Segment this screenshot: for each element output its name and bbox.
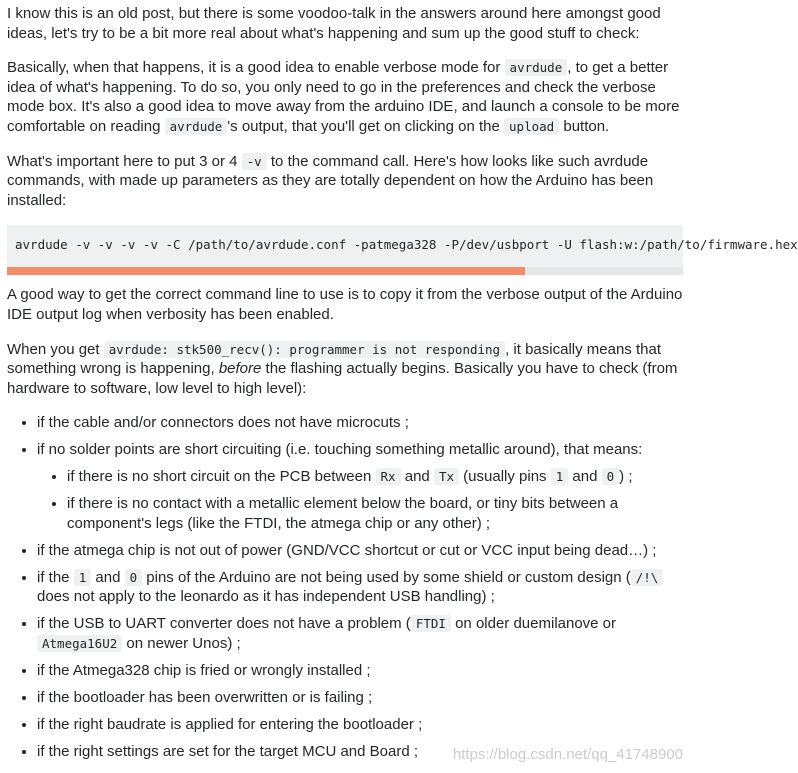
text: does not apply to the leonardo as it has independent USB handling) ; [37, 588, 495, 606]
inline-code: 0 [125, 569, 143, 586]
emphasis: before [218, 360, 262, 378]
inline-code: /!\ [631, 569, 664, 586]
list-item: • if the Atmega328 chip is fried or wrongly installed ; [37, 661, 683, 681]
inline-code: avrdude: stk500_recv(): programmer is not responding [104, 341, 505, 358]
inline-code: upload [504, 118, 559, 135]
list-item [37, 568, 683, 607]
text: if the [37, 568, 74, 586]
inline-code: -v [242, 153, 267, 170]
text: pins of the Arduino are not being used by some shield or custom design ( [142, 568, 631, 586]
inline-code: avrdude [165, 118, 228, 135]
csdn-watermark: https://blog.csdn.net/qq_41748900 [452, 746, 683, 764]
inline-code: 1 [551, 468, 569, 485]
text: and [568, 468, 602, 486]
inline-code: FTDI [411, 615, 451, 632]
inline-code: avrdude [505, 59, 568, 76]
list-item: • if the right baudrate is applied for entering the bootloader ; [37, 715, 683, 735]
list-item: • if the bootloader has been overwritten or is failing ; [37, 688, 683, 708]
text: , it basically means that something wrong is happening, [7, 340, 661, 378]
text: Basically, when that happens, it is a good idea to enable verbose mode for [7, 59, 505, 77]
text: on older duemilanove or [450, 615, 617, 633]
command-code-block[interactable] [7, 225, 798, 275]
horizontal-scrollbar[interactable] [7, 267, 683, 275]
text: if there is no short circuit on the PCB between [67, 468, 376, 486]
text: if no solder points are short circuiting (i.e. touching something metallic around), that means: [37, 441, 643, 459]
answer-body [7, 4, 798, 769]
text: When you get [7, 340, 104, 358]
inline-code: Atmega16U2 [37, 635, 122, 652]
inline-code: Rx [376, 468, 401, 485]
text: ) ; [619, 468, 633, 486]
inline-code: 0 [602, 468, 620, 485]
text: , to get a better idea of what's happening. To do so, you only need to go in the preferences and check the verbose mode box. It's also a good idea to move away from the arduino IDE, and launch a console to be more comfortable on reading [7, 59, 680, 135]
text: the flashing actually begins. Basically you have to check (from hardware to software, low level to high level): [7, 360, 678, 397]
checklist [7, 413, 683, 761]
inline-code: Tx [434, 468, 459, 485]
text: button. [559, 117, 610, 135]
text: to the command call. Here's how looks like such avrdude commands, with made up parameters as they are totally dependent on how the Arduino has been installed: [7, 152, 654, 209]
list-item: • if the right settings are set for the target MCU and Board ; [37, 742, 683, 762]
scrollbar-thumb[interactable] [7, 267, 525, 275]
list-item: • if the atmega chip is not out of power (GND/VCC shortcut or cut or VCC input being dead…) ; [37, 541, 683, 561]
text: What's important here to put 3 or 4 [7, 152, 242, 170]
command-line-tip-paragraph: A good way to get the correct command line to use is to copy it from the verbose output of the Arduino IDE output log when verbosity has been enabled. [7, 286, 683, 323]
inline-code: 1 [74, 569, 92, 586]
text: (usually pins [459, 468, 551, 486]
list-item [37, 440, 683, 533]
text: 's output, that you'll get on clicking on the [227, 117, 505, 135]
list-item [67, 467, 683, 487]
verbosity-paragraph [7, 152, 683, 211]
text: and [400, 468, 434, 486]
text: and [91, 568, 125, 586]
error-explanation-paragraph [7, 340, 683, 399]
verbose-mode-paragraph [7, 58, 683, 136]
list-item [37, 614, 683, 653]
list-item: • if the cable and/or connectors does not have microcuts ; [37, 413, 683, 433]
sub-checklist [37, 467, 683, 533]
list-item: • if there is no contact with a metallic element below the board, or tiny bits between a component's legs (like the FTDI, the atmega chip or any other) ; [67, 494, 683, 533]
text: if the USB to UART converter does not have a problem ( [37, 615, 411, 633]
intro-paragraph: I know this is an old post, but there is some voodoo-talk in the answers around here amongst good ideas, let's try to be a bit more real about what's happening and sum up the good stuff to check: [7, 5, 661, 42]
text: on newer Unos) ; [122, 635, 241, 652]
command-code-text: avrdude -v -v -v -v -C /path/to/avrdude.conf -patmega328 -P/dev/usbport -U flash:w:/path/to/firmware.hex [15, 237, 798, 253]
